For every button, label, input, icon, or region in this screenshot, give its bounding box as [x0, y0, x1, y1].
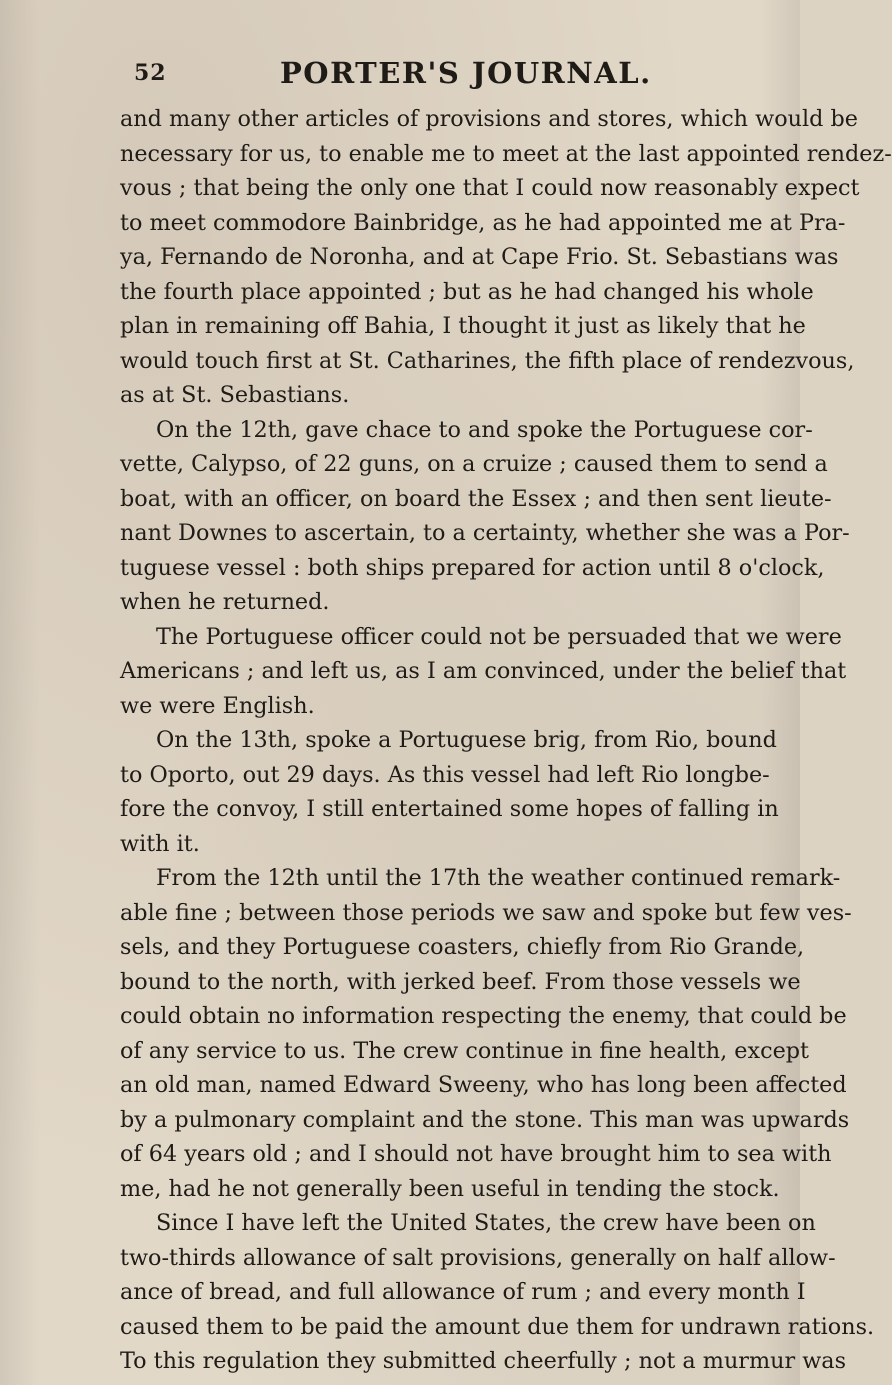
- text-line: able fine ; between those periods we saw and spoke but few ves-: [120, 899, 852, 926]
- text-line: fore the convoy, I still entertained some hopes of falling in: [120, 796, 779, 822]
- text-line: would touch first at St. Catharines, the fifth place of rendezvous,: [120, 347, 855, 374]
- text-line: sels, and they Portuguese coasters, chiefly from Rio Grande,: [120, 934, 805, 960]
- text-line: when he returned.: [120, 589, 330, 615]
- paragraph: [120, 620, 847, 724]
- text-line: ance of bread, and full allowance of rum ; and every month I: [120, 1279, 806, 1305]
- paragraph: [120, 723, 779, 861]
- text-line: an old man, named Edward Sweeny, who has long been affected: [120, 1072, 847, 1098]
- text-line: To this regulation they submitted cheerfully ; not a murmur was: [120, 1348, 847, 1374]
- text-line: boat, with an officer, on board the Essex ; and then sent lieute-: [120, 485, 832, 512]
- text-line: to Oporto, out 29 days. As this vessel had left Rio longbe-: [120, 761, 770, 788]
- page-number: 52: [134, 60, 167, 86]
- text-line: necessary for us, to enable me to meet at the last appointed rendez-: [120, 140, 892, 167]
- text-line: by a pulmonary complaint and the stone. This man was upwards: [120, 1106, 850, 1133]
- text-line: On the 12th, gave chace to and spoke the Portuguese cor-: [156, 416, 813, 443]
- paragraph: [120, 861, 852, 1206]
- text-line: of any service to us. The crew continue in fine health, except: [120, 1037, 809, 1064]
- text-line: we were English.: [120, 692, 315, 719]
- body-text: [120, 102, 892, 1379]
- text-line: could obtain no information respecting the enemy, that could be: [120, 1003, 847, 1029]
- text-line: and many other articles of provisions and stores, which would be: [120, 106, 858, 132]
- paragraph: [120, 1206, 875, 1379]
- text-line: From the 12th until the 17th the weather continued remark-: [156, 865, 841, 891]
- text-line: with it.: [120, 830, 200, 857]
- text-line: plan in remaining off Bahia, I thought it just as likely that he: [120, 313, 806, 339]
- text-line: Americans ; and left us, as I am convinced, under the belief that: [120, 658, 847, 684]
- text-line: caused them to be paid the amount due them for undrawn rations.: [120, 1313, 875, 1340]
- text-line: The Portuguese officer could not be persuaded that we were: [156, 623, 842, 650]
- text-line: the fourth place appointed ; but as he had changed his whole: [120, 278, 814, 305]
- text-line: vette, Calypso, of 22 guns, on a cruize ; caused them to send a: [120, 451, 828, 477]
- page-header: [0, 52, 800, 92]
- text-line: to meet commodore Bainbridge, as he had appointed me at Pra-: [120, 209, 846, 236]
- text-line: Since I have left the United States, the crew have been on: [156, 1210, 816, 1236]
- text-line: of 64 years old ; and I should not have brought him to sea with: [120, 1141, 832, 1167]
- text-line: ya, Fernando de Noronha, and at Cape Frio. St. Sebastians was: [120, 244, 839, 270]
- paragraph: [120, 102, 892, 413]
- text-line: two-thirds allowance of salt provisions, generally on half allow-: [120, 1244, 836, 1271]
- text-line: me, had he not generally been useful in tending the stock.: [120, 1175, 780, 1202]
- running-head: PORTER'S JOURNAL.: [280, 56, 652, 90]
- text-line: On the 13th, spoke a Portuguese brig, from Rio, bound: [156, 727, 777, 753]
- text-line: vous ; that being the only one that I could now reasonably expect: [120, 175, 860, 201]
- paragraph: [120, 413, 850, 620]
- text-line: tuguese vessel : both ships prepared for action until 8 o'clock,: [120, 554, 825, 581]
- text-line: bound to the north, with jerked beef. From those vessels we: [120, 968, 801, 995]
- text-line: as at St. Sebastians.: [120, 382, 350, 408]
- text-line: nant Downes to ascertain, to a certainty, whether she was a Por-: [120, 520, 850, 546]
